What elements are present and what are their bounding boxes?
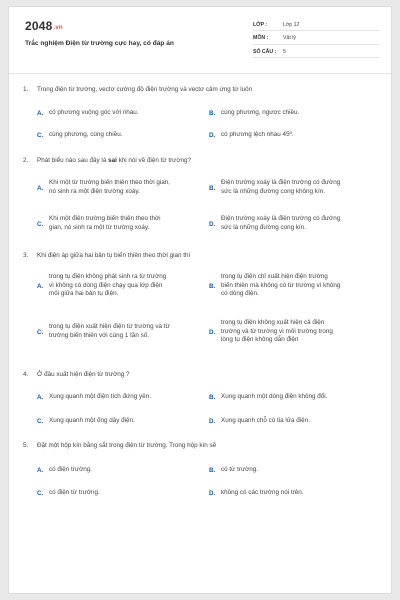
meta-subject: MÔN : Vật lý (253, 33, 379, 45)
question-3-option-d[interactable]: D. trong tụ điện không xuất hiện cả điện trường và từ trường vì môi trường trong lòng tụ điện không dẫn điện (209, 318, 333, 344)
question-5-option-d[interactable]: D. không có các trường nói trên. (209, 488, 304, 497)
site-logo[interactable]: 2048.vn (25, 19, 63, 33)
quiz-title: Trắc nghiệm Điện từ trường cực hay, có đáp án (25, 40, 174, 47)
question-text: Phát biểu nào sau đây là sai khi nói về điện từ trường? (37, 157, 192, 164)
question-1-option-b[interactable]: B. cùng phương, ngược chiều. (209, 108, 300, 117)
question-2-option-c[interactable]: C. Khi một điện trường biến thiên theo thời gian, nó sinh ra một từ trường xoáy. (37, 215, 161, 231)
header-divider (9, 73, 391, 74)
question-3-option-a[interactable]: A. trong tụ điện không phát sinh ra từ trường vì không có dòng điện chạy qua lớp điện môi giữa hai bản tụ điện. (37, 272, 167, 298)
question-3-option-b[interactable]: B. trong tụ điện chỉ xuất hiện điện trường biến thiên mà không có từ trường vì không có dòng điện. (209, 272, 341, 298)
question-5-option-b[interactable]: B. có từ trường. (209, 465, 259, 474)
question-text: Đặt một hộp kín bằng sắt trong điện từ trường. Trong hộp kín sẽ (37, 442, 217, 449)
page-header (9, 7, 391, 69)
question-4-option-c[interactable]: C. Xung quanh một ống dây điện. (37, 416, 135, 425)
question-5-option-a[interactable]: A. có điện trường. (37, 465, 92, 474)
question-1-option-a[interactable]: A. có phương vuông góc với nhau. (37, 108, 139, 117)
quiz-page: 2048.vn Trắc nghiệm Điện từ trường cực hay, có đáp án LỚP : Lớp 12 MÔN : Vật lý SỐ CÂU : 5 1. Trong điện từ trường, vectơ cường độ điện trường và vectơ cảm ứng từ luôn A. có phương vuông góc với nhau. B. cùng phương, ngược chiều. C. cùng phương, cùng chiều. D. có phương lệch nhau 45º. 2. Phát biểu nào sau đây là sai khi nói về điện từ trường? A. Khi một từ trường biến thiên theo thời gian, nó sinh ra một điện trường xoáy. B. Điện trường xoáy là điện trường có đường sức là những đường cong không kín. C. Khi một điện trường biến thiên theo thời gian, nó sinh ra một từ trường xoáy. D. Điện trường xoáy là điện trường có đường sức là những đường cong kín. 3. Khi điện áp giữa hai bản tụ biến thiên theo thời gian thì A. trong tụ điện không phát sinh ra từ trường vì không có dòng điện chạy qua lớp điện môi giữa hai bản tụ điện. B. trong tụ điện chỉ xuất hiện điện trường biến thiên mà không có từ trường vì không có dòng điện. C. trong tụ điện xuất hiện điện từ trường và từ trường biến thiên với cùng 1 tần số. D. trong tụ điện không xuất hiện cả điện trường và từ trường vì môi trường trong lòng tụ điện không dẫn điện 4. Ở đâu xuất hiện điện từ trường ? A. Xung quanh một điện tích đứng yên. B. Xung quanh một dòng điện không đổi. C. Xung quanh một ống dây điện. D. Xung quanh chỗ có tia lửa điện. 5. Đặt một hộp kín bằng sắt trong điện từ trường. Trong hộp kín sẽ A. có điện trường. B. có từ trường. C. có điện từ trường. D. không có các trường nói trên. (8, 6, 392, 594)
question-4-option-b[interactable]: B. Xung quanh một dòng điện không đổi. (209, 392, 328, 401)
question-1-option-d[interactable]: D. có phương lệch nhau 45º. (209, 130, 294, 139)
question-4-option-a[interactable]: A. Xung quanh một điện tích đứng yên. (37, 392, 151, 401)
question-text: Khi điện áp giữa hai bản tụ biến thiên theo thời gian thì (37, 252, 191, 259)
question-3-option-c[interactable]: C. trong tụ điện xuất hiện điện từ trường và từ trường biến thiên với cùng 1 tần số. (37, 323, 170, 339)
meta-grade: LỚP : Lớp 12 (253, 19, 379, 31)
question-2-option-a[interactable]: A. Khi một từ trường biến thiên theo thời gian, nó sinh ra một điện trường xoáy. (37, 179, 171, 195)
quiz-meta (253, 19, 379, 60)
meta-question-count: SỐ CÂU : 5 (253, 46, 379, 58)
question-4-option-d[interactable]: D. Xung quanh chỗ có tia lửa điện. (209, 416, 310, 425)
question-text: Ở đâu xuất hiện điện từ trường ? (37, 371, 130, 378)
question-2-option-b[interactable]: B. Điện trường xoáy là điện trường có đường sức là những đường cong không kín. (209, 179, 341, 195)
question-text: Trong điện từ trường, vectơ cường độ điện trường và vectơ cảm ứng từ luôn (37, 86, 253, 93)
question-5-option-c[interactable]: C. có điện từ trường. (37, 488, 100, 497)
question-1-option-c[interactable]: C. cùng phương, cùng chiều. (37, 130, 123, 139)
question-2-option-d[interactable]: D. Điện trường xoáy là điện trường có đường sức là những đường cong kín. (209, 215, 341, 231)
